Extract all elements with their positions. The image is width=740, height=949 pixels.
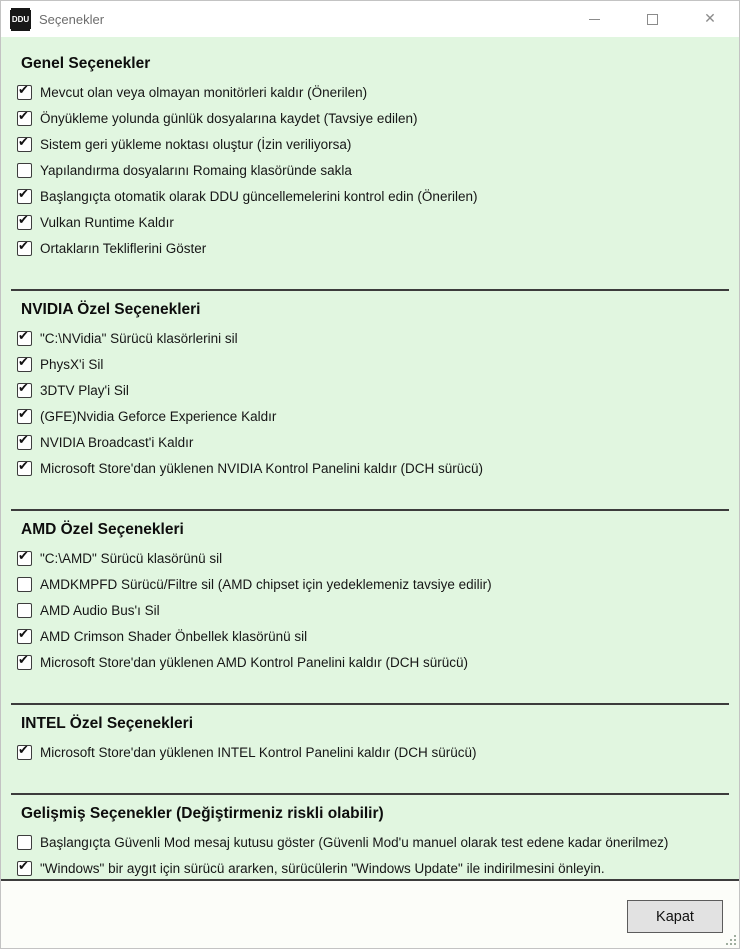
- title-bar: [1, 1, 739, 37]
- checkbox[interactable]: [17, 137, 32, 152]
- option-row: [1, 623, 739, 649]
- option-row: [1, 455, 739, 481]
- option-label[interactable]: "Windows" bir aygıt için sürücü ararken, sürücülerin "Windows Update" ile indirilmesini önleyin.: [40, 860, 605, 876]
- maximize-button[interactable]: [623, 1, 681, 37]
- section-divider: [11, 509, 729, 511]
- close-window-button[interactable]: [681, 1, 739, 37]
- option-label[interactable]: (GFE)Nvidia Geforce Experience Kaldır: [40, 408, 277, 424]
- option-row: [1, 403, 739, 429]
- section-heading: Gelişmiş Seçenekler (Değiştirmeniz riskli olabilir): [21, 805, 384, 822]
- close-icon: ✕: [704, 11, 716, 27]
- section-divider: [11, 793, 729, 795]
- checkbox[interactable]: [17, 163, 32, 178]
- app-icon: DDU: [10, 10, 31, 29]
- option-label[interactable]: Ortakların Tekliflerini Göster: [40, 240, 207, 256]
- section-heading: AMD Özel Seçenekleri: [21, 521, 184, 538]
- checkbox[interactable]: [17, 409, 32, 424]
- section-heading: Genel Seçenekler: [21, 55, 151, 72]
- footer-bar: [1, 879, 739, 948]
- checkbox[interactable]: [17, 577, 32, 592]
- resize-grip-icon[interactable]: [724, 933, 736, 945]
- option-label[interactable]: Mevcut olan veya olmayan monitörleri kaldır (Önerilen): [40, 84, 368, 100]
- option-label[interactable]: PhysX'i Sil: [40, 356, 104, 372]
- option-row: [1, 157, 739, 183]
- checkbox[interactable]: [17, 835, 32, 850]
- option-row: [1, 429, 739, 455]
- option-label[interactable]: Microsoft Store'dan yüklenen NVIDIA Kontrol Panelini kaldır (DCH sürücü): [40, 460, 484, 476]
- checkbox[interactable]: [17, 655, 32, 670]
- option-label[interactable]: Microsoft Store'dan yüklenen AMD Kontrol Panelini kaldır (DCH sürücü): [40, 654, 469, 670]
- section-divider: [11, 703, 729, 705]
- option-row: [1, 597, 739, 623]
- checkbox[interactable]: [17, 461, 32, 476]
- option-label[interactable]: AMD Crimson Shader Önbellek klasörünü sil: [40, 628, 308, 644]
- option-label[interactable]: AMDKMPFD Sürücü/Filtre sil (AMD chipset için yedeklemeniz tavsiye edilir): [40, 576, 492, 592]
- close-button[interactable]: Kapat: [627, 900, 723, 933]
- option-label[interactable]: Sistem geri yükleme noktası oluştur (İzin veriliyorsa): [40, 136, 352, 152]
- checkbox[interactable]: [17, 331, 32, 346]
- option-row: [1, 79, 739, 105]
- option-label[interactable]: Önyükleme yolunda günlük dosyalarına kaydet (Tavsiye edilen): [40, 110, 418, 126]
- checkbox[interactable]: [17, 603, 32, 618]
- option-label[interactable]: Başlangıçta otomatik olarak DDU güncellemelerini kontrol edin (Önerilen): [40, 188, 478, 204]
- section-heading: NVIDIA Özel Seçenekleri: [21, 301, 201, 318]
- checkbox[interactable]: [17, 861, 32, 876]
- checkbox[interactable]: [17, 435, 32, 450]
- option-row: [1, 649, 739, 675]
- minimize-icon: [589, 19, 600, 20]
- option-row: [1, 377, 739, 403]
- checkbox[interactable]: [17, 241, 32, 256]
- option-label[interactable]: Microsoft Store'dan yüklenen INTEL Kontrol Panelini kaldır (DCH sürücü): [40, 744, 477, 760]
- maximize-icon: [647, 14, 658, 25]
- window-controls: [565, 1, 739, 37]
- checkbox[interactable]: [17, 85, 32, 100]
- option-label[interactable]: Yapılandırma dosyalarını Romaing klasöründe sakla: [40, 162, 352, 178]
- checkbox[interactable]: [17, 551, 32, 566]
- option-row: [1, 545, 739, 571]
- checkbox[interactable]: [17, 189, 32, 204]
- option-label[interactable]: "C:\NVidia" Sürücü klasörlerini sil: [40, 330, 238, 346]
- option-row: [1, 131, 739, 157]
- option-row: [1, 351, 739, 377]
- option-row: [1, 739, 739, 765]
- option-row: [1, 325, 739, 351]
- checkbox[interactable]: [17, 215, 32, 230]
- option-row: [1, 105, 739, 131]
- option-label[interactable]: NVIDIA Broadcast'i Kaldır: [40, 434, 194, 450]
- window-title: Seçenekler: [39, 11, 105, 27]
- option-label[interactable]: AMD Audio Bus'ı Sil: [40, 602, 160, 618]
- minimize-button[interactable]: [565, 1, 623, 37]
- option-row: [1, 571, 739, 597]
- option-label[interactable]: Başlangıçta Güvenli Mod mesaj kutusu göster (Güvenli Mod'u manuel olarak test edene kadar önerilmez): [40, 834, 669, 850]
- section-heading: INTEL Özel Seçenekleri: [21, 715, 194, 732]
- option-row: [1, 209, 739, 235]
- option-label[interactable]: 3DTV Play'i Sil: [40, 382, 129, 398]
- option-label[interactable]: Vulkan Runtime Kaldır: [40, 214, 174, 230]
- checkbox[interactable]: [17, 383, 32, 398]
- checkbox[interactable]: [17, 357, 32, 372]
- checkbox[interactable]: [17, 111, 32, 126]
- section-divider: [11, 289, 729, 291]
- option-row: [1, 829, 739, 855]
- options-content: [1, 37, 739, 881]
- checkbox[interactable]: [17, 629, 32, 644]
- option-row: [1, 235, 739, 261]
- checkbox[interactable]: [17, 745, 32, 760]
- option-row: [1, 183, 739, 209]
- option-label[interactable]: "C:\AMD" Sürücü klasörünü sil: [40, 550, 223, 566]
- option-row: [1, 855, 739, 881]
